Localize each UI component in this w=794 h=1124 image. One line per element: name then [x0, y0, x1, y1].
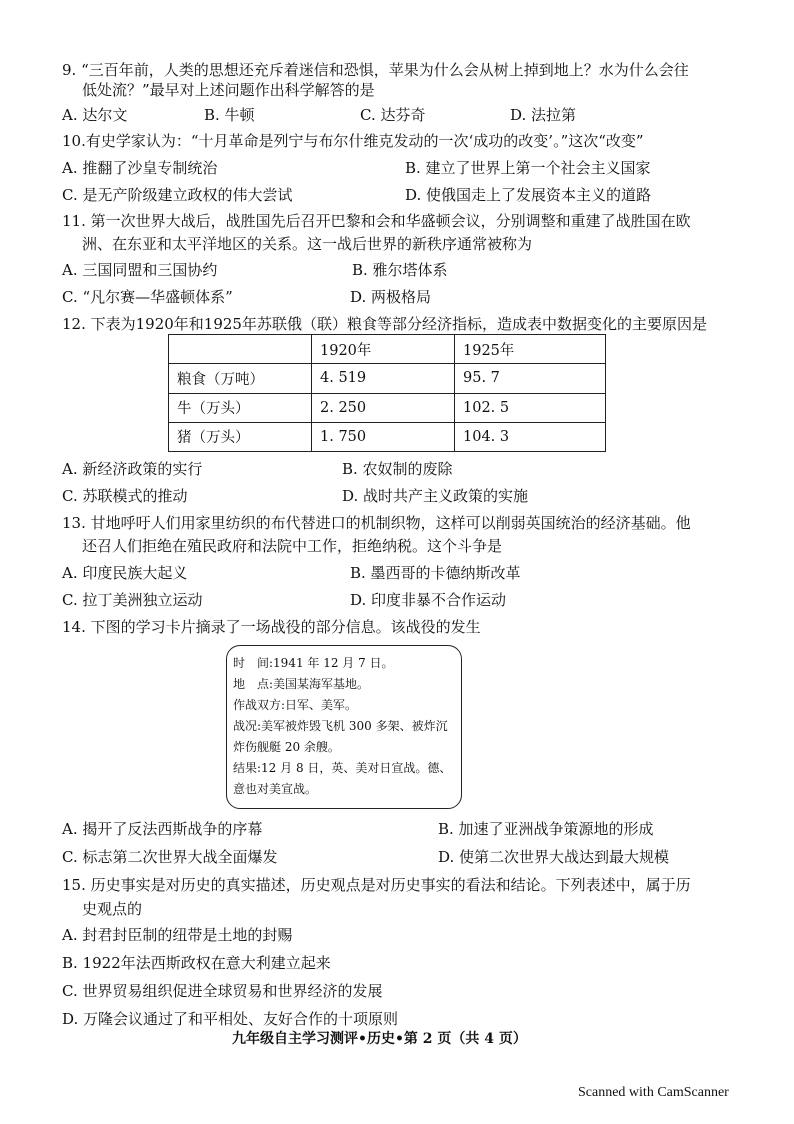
q15-option-a: A. 封君封臣制的纽带是土地的封赐 [62, 926, 293, 944]
q12-data-table [168, 334, 606, 452]
q15-option-c: C. 世界贸易组织促进全球贸易和世界经济的发展 [62, 982, 383, 1000]
card-line: 作战双方:日军、美军。 [233, 698, 358, 712]
q14-option-b: B. 加速了亚洲战争策源地的形成 [438, 820, 654, 838]
q11-option-a: A. 三国同盟和三国协约 [62, 261, 218, 279]
card-line: 地 点:美国某海军基地。 [233, 677, 370, 691]
q14-option-a: A. 揭开了反法西斯战争的序幕 [62, 820, 263, 838]
q14-option-c: C. 标志第二次世界大战全面爆发 [62, 848, 278, 866]
q12-option-b: B. 农奴制的废除 [342, 460, 453, 478]
card-line: 战况:美军被炸毁飞机 300 多架、被炸沉 [233, 719, 448, 733]
table-cell: 2. 250 [312, 393, 455, 422]
q11-option-b: B. 雅尔塔体系 [352, 261, 448, 279]
table-cell: 牛（万头） [169, 393, 312, 422]
q15-option-b: B. 1922年法西斯政权在意大利建立起来 [62, 954, 331, 972]
q15-stem-line1: 15. 历史事实是对历史的真实描述，历史观点是对历史事实的看法和结论。下列表述中，属于历 [62, 876, 691, 894]
card-line: 炸伤舰艇 20 余艘。 [233, 740, 340, 754]
q9-option-d: D. 法拉第 [510, 106, 577, 124]
table-header-cell: 1920年 [312, 335, 455, 364]
q12-option-c: C. 苏联模式的推动 [62, 487, 188, 505]
q13-stem-line2: 还召人们拒绝在殖民政府和法院中工作，拒绝纳税。这个斗争是 [82, 537, 503, 555]
q14-option-d: D. 使第二次世界大战达到最大规模 [438, 848, 670, 866]
q11-option-d: D. 两极格局 [350, 288, 432, 306]
q9-option-a: A. 达尔文 [62, 106, 128, 124]
q10-option-d: D. 使俄国走上了发展资本主义的道路 [405, 186, 652, 204]
q12-stem-line1: 12. 下表为1920年和1925年苏联俄（联）粮食等部分经济指标，造成表中数据变化的主要原因是 [62, 315, 707, 333]
q13-option-a: A. 印度民族大起义 [62, 564, 188, 582]
q15-option-d: D. 万隆会议通过了和平相处、友好合作的十项原则 [62, 1010, 399, 1028]
scanner-watermark: Scanned with CamScanner [578, 1085, 729, 1100]
table-cell: 95. 7 [455, 364, 606, 393]
table-row [169, 364, 606, 393]
table-header-row [169, 335, 606, 364]
q10-option-c: C. 是无产阶级建立政权的伟大尝试 [62, 186, 293, 204]
q9-stem-line1: 9. “三百年前，人类的思想还充斥着迷信和恐惧，苹果为什么会从树上掉到地上？水为什么会往 [62, 61, 689, 79]
q9-stem-line2: 低处流？”最早对上述问题作出科学解答的是 [82, 81, 375, 99]
q11-stem-line1: 11. 第一次世界大战后，战胜国先后召开巴黎和会和华盛顿会议，分别调整和重建了战胜国在欧 [62, 212, 691, 230]
card-line: 意也对美宣战。 [233, 782, 318, 796]
page-footer: 九年级自主学习测评•历史•第 2 页（共 4 页） [232, 1031, 527, 1047]
q13-option-d: D. 印度非暴不合作运动 [350, 591, 507, 609]
q12-option-a: A. 新经济政策的实行 [62, 460, 203, 478]
q15-stem-line2: 史观点的 [82, 900, 143, 918]
card-line: 时 间:1941 年 12 月 7 日。 [233, 656, 394, 670]
q14-stem-line1: 14. 下图的学习卡片摘录了一场战役的部分信息。该战役的发生 [62, 618, 481, 636]
q11-stem-line2: 洲、在东亚和太平洋地区的关系。这一战后世界的新秩序通常被称为 [82, 235, 533, 253]
q10-stem-line1: 10.有史学家认为：“十月革命是列宁与布尔什维克发动的一次‘成功的改变’。”这次“改变” [62, 132, 644, 150]
table-header-cell [169, 335, 312, 364]
table-cell: 粮食（万吨） [169, 364, 312, 393]
table-cell: 102. 5 [455, 393, 606, 422]
table-cell: 4. 519 [312, 364, 455, 393]
table-row [169, 393, 606, 422]
q13-option-c: C. 拉丁美洲独立运动 [62, 591, 203, 609]
table-header-cell: 1925年 [455, 335, 606, 364]
q14-study-card [226, 645, 462, 809]
q13-option-b: B. 墨西哥的卡德纳斯改革 [350, 564, 521, 582]
q10-option-b: B. 建立了世界上第一个社会主义国家 [405, 159, 651, 177]
card-line: 结果:12 月 8 日，英、美对日宣战。德、 [233, 761, 452, 775]
table-cell: 猪（万头） [169, 422, 312, 451]
q13-stem-line1: 13. 甘地呼吁人们用家里纺织的布代替进口的机制织物，这样可以削弱英国统治的经济基础。他 [62, 514, 691, 532]
q9-option-c: C. 达芬奇 [360, 106, 426, 124]
table-cell: 1. 750 [312, 422, 455, 451]
q9-option-b: B. 牛顿 [204, 106, 255, 124]
table-row [169, 422, 606, 451]
table-cell: 104. 3 [455, 422, 606, 451]
q12-option-d: D. 战时共产主义政策的实施 [342, 487, 529, 505]
q11-option-c: C. “凡尔赛—华盛顿体系” [62, 288, 233, 306]
q10-option-a: A. 推翻了沙皇专制统治 [62, 159, 218, 177]
